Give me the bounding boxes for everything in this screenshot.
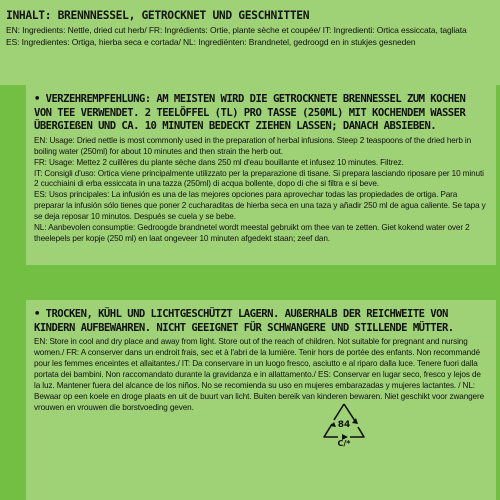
storage-panel (26, 300, 496, 500)
usage-es: ES: Usos principales: La infusión es una de las mejores opciones para aprovechar todas las propiedades de ortiga. Para preparar la infusión sólo tienes que poner 2 cucharaditas de hierba seca en una taza y añadir 250 ml de agua caliente. Se tapa y se deja reposar 10 minutos. Después se cuela y se bebe. (34, 190, 486, 222)
ingredients-line-1: EN: Ingredients: Nettle, dried cut herb/ FR: Ingrédients: Ortie, plante sèche et coupée/ IT: Ingredienti: Ortica essiccata, tagliata (6, 25, 467, 35)
usage-body (34, 136, 488, 245)
ingredients-title: INHALT: BRENNNESSEL, GETROCKNET UND GESCHNITTEN (6, 9, 310, 22)
ingredients-header (0, 0, 500, 85)
recycle-code: C/* (337, 439, 351, 448)
usage-it: IT: Consigli d'uso: Ortica viene principalmente utilizzato per la preparazione di tisane. Si prepara lasciando riposare per 10 minuti 2 cucchiaini di erba essiccata in una tazza (250ml) di acqua bollente, dopo di che si filtra e si beve. (34, 168, 484, 189)
recycling-symbol-icon (320, 400, 368, 448)
storage-heading: • TROCKEN, KÜHL UND LICHTGESCHÜTZT LAGERN. AUßERHALB DER REICHWEITE VON KINDERN AUFBEWAHREN. NICHT GEEIGNET FÜR SCHWANGERE UND STILLENDE MÜTTER. (34, 308, 454, 334)
storage-text: EN: Store in cool and dry place and away from light. Store out of the reach of children. Not suitable for pregnant and nursing women./ FR: A conserver dans un endroit frais, sec et à l'abri de la lumière. Tenir hors de portée des enfants. Non recommandé pour les femmes enceintes et allaitantes./ IT: Da conservare in un luogo fresco, asciutto e al riparo dalla luce. Tenere fuori dalla portata dei bambini. Non raccomandato durante la gravidanza e in allattamento./ ES: Conservar en lugar seco, fresco y lejos de la luz. Mantener fuera del alcance de los niños. No se recomienda su uso en mujeres embarazadas y mujeres lactantes. / NL: Bewaar op een koele en droge plaats en uit de buurt van licht. Buiten bereik van kinderen bewaren. Niet geschikt voor zwangere vrouwen en vrouwen die borstvoeding geven. (34, 337, 485, 412)
recycle-number: 84 (337, 420, 351, 430)
storage-body (34, 337, 488, 413)
usage-nl: NL: Aanbevolen consumptie: Gedroogde brandnetel wordt meestal gebruikt om thee van te zetten. Giet kokend water over 2 theelepels per kopje (250 ml) en laat ongeveer 10 minuten afgedekt staan; zeef dan. (34, 223, 470, 243)
usage-fr: FR: Usage: Mettez 2 cuillères du plante sèche dans 250 ml d'eau bouillante et infusez 10 minutes. Filtrez. (34, 157, 404, 167)
ingredients-line-2: ES: Ingredientes: Ortiga, hierba seca e cortada/ NL: Ingrediënten: Brandnetel, gedroogd en in stukjes gesneden (6, 36, 416, 47)
usage-heading: • VERZEHREMPFEHLUNG: AM MEISTEN WIRD DIE GETROCKNETE BRENNESSEL ZUM KOCHEN VON TEE VERWENDET. 2 TEELÖFFEL (TL) PRO TASSE (250ML) MIT KOCHENDEM WASSER ÜBERGIEßEN UND CA. 10 MINUTEN BEDECKT ZIEHEN LASSEN; DANACH ABSIEBEN. (34, 93, 466, 133)
usage-en: EN: Usage: Dried nettle is most commonly used in the preparation of herbal infusions. Steep 2 teaspoons of the dried herb in boiling water (250ml) for about 10 minutes and then strain the herb out. (34, 135, 472, 156)
usage-panel (26, 85, 496, 265)
